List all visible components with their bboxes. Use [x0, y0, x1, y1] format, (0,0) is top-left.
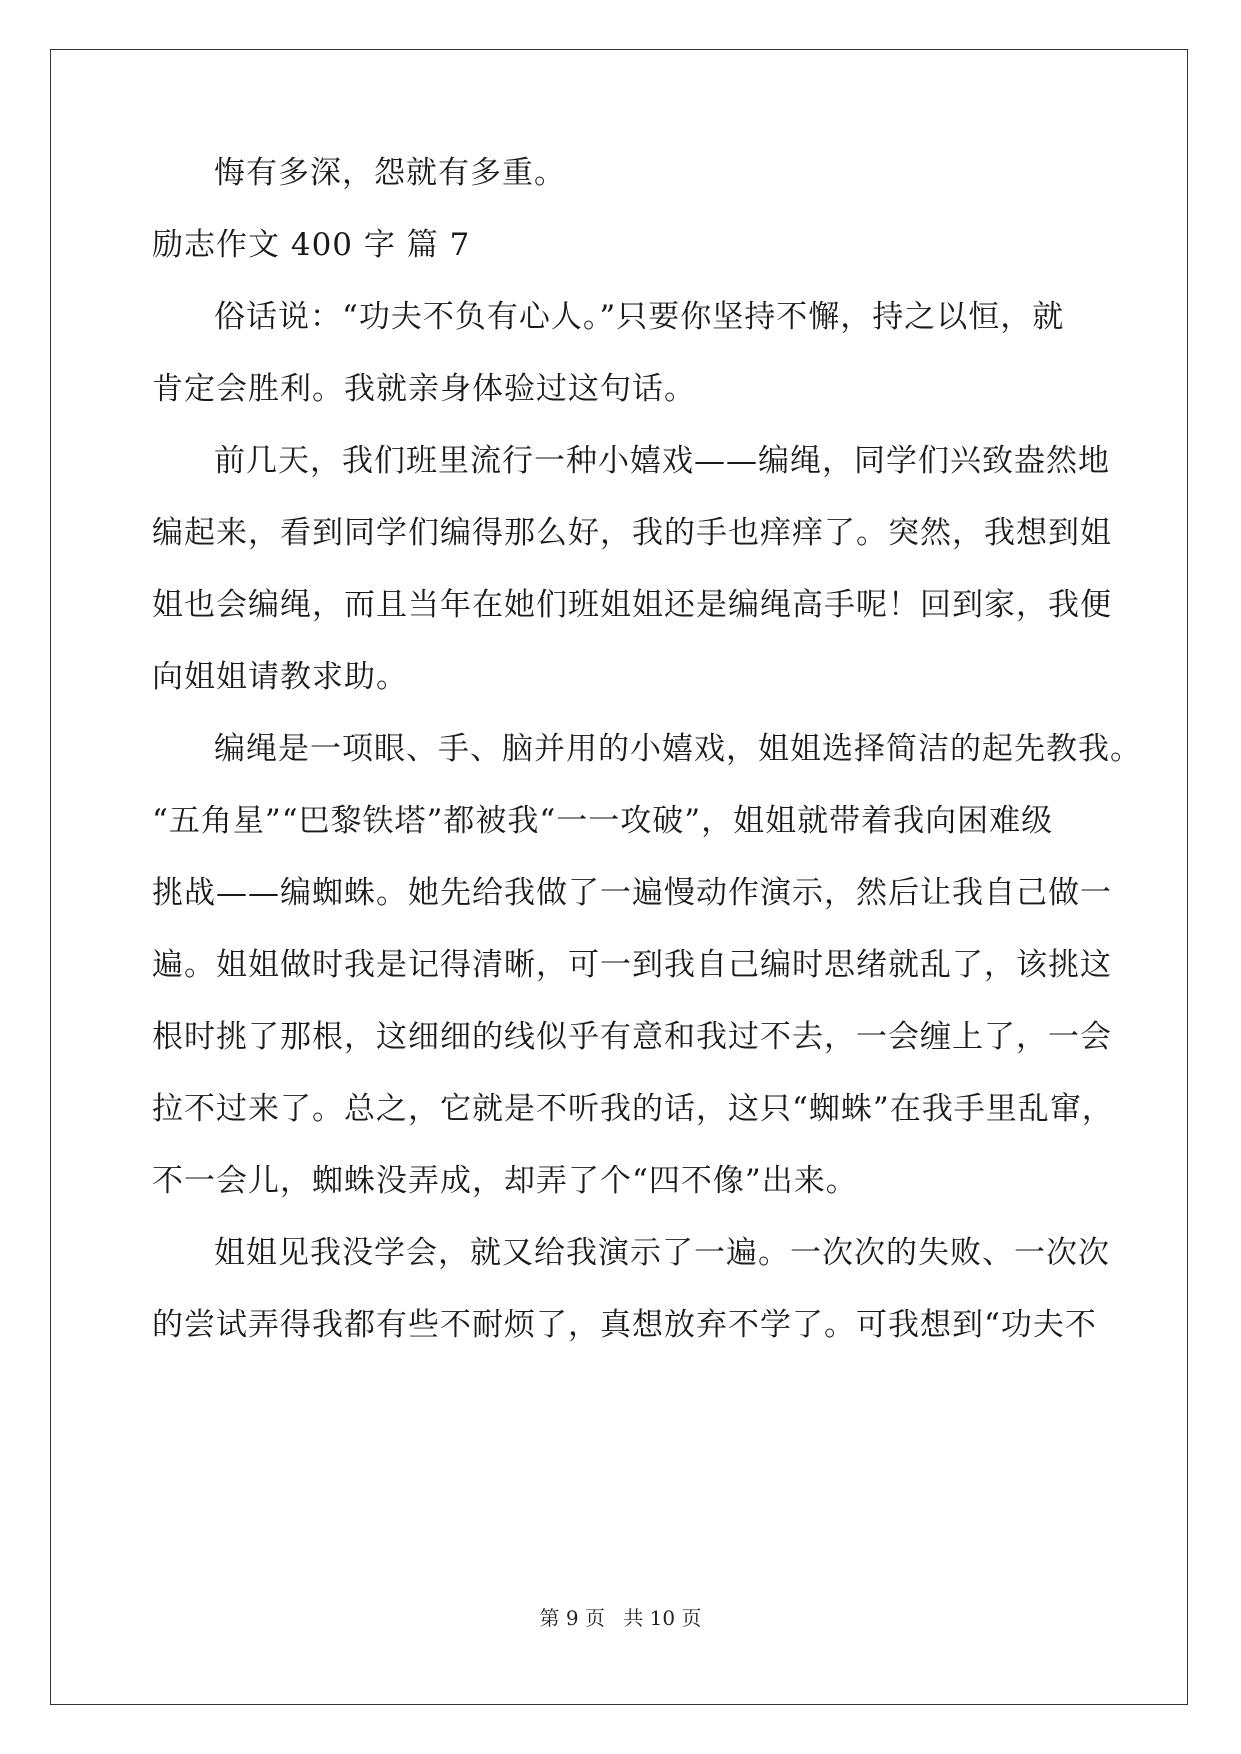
text-line: 的尝试弄得我都有些不耐烦了，真想放弃不学了。可我想到“功夫不 [152, 1307, 1097, 1343]
text-line: “五角星”“巴黎铁塔”都被我“一一攻破”，姐姐就带着我向困难级 [152, 803, 1054, 839]
text-line: 编起来，看到同学们编得那么好，我的手也痒痒了。突然，我想到姐 [152, 515, 1112, 551]
text-line: 前几天，我们班里流行一种小嬉戏——编绳，同学们兴致盎然地 [214, 443, 1110, 479]
text-line: 肯定会胜利。我就亲身体验过这句话。 [152, 371, 696, 407]
text-line: 姐姐见我没学会，就又给我演示了一遍。一次次的失败、一次次 [214, 1235, 1110, 1271]
text-line: 向姐姐请教求助。 [152, 659, 408, 695]
text-line: 编绳是一项眼、手、脑并用的小嬉戏，姐姐选择简洁的起先教我。 [214, 731, 1142, 767]
section-heading: 励志作文 400 字 篇 7 [152, 227, 471, 263]
text-line: 挑战——编蜘蛛。她先给我做了一遍慢动作演示，然后让我自己做一 [152, 875, 1112, 911]
text-line: 根时挑了那根，这细细的线似乎有意和我过不去，一会缠上了，一会 [152, 1019, 1112, 1055]
text-line: 拉不过来了。总之，它就是不听我的话，这只“蜘蛛”在我手里乱窜， [152, 1091, 1114, 1127]
page-total: 共 10 页 [623, 1606, 702, 1630]
text-line: 俗话说：“功夫不负有心人。”只要你坚持不懈，持之以恒，就 [214, 299, 1065, 335]
page-number: 第 9 页 [539, 1606, 605, 1630]
text-line: 遍。姐姐做时我是记得清晰，可一到我自己编时思绪就乱了，该挑这 [152, 947, 1112, 983]
page-footer [0, 1605, 1241, 1631]
text-line: 不一会儿，蜘蛛没弄成，却弄了个“四不像”出来。 [152, 1163, 858, 1199]
text-line: 姐也会编绳，而且当年在她们班姐姐还是编绳高手呢！回到家，我便 [152, 587, 1112, 623]
text-line: 悔有多深，怨就有多重。 [214, 155, 566, 191]
